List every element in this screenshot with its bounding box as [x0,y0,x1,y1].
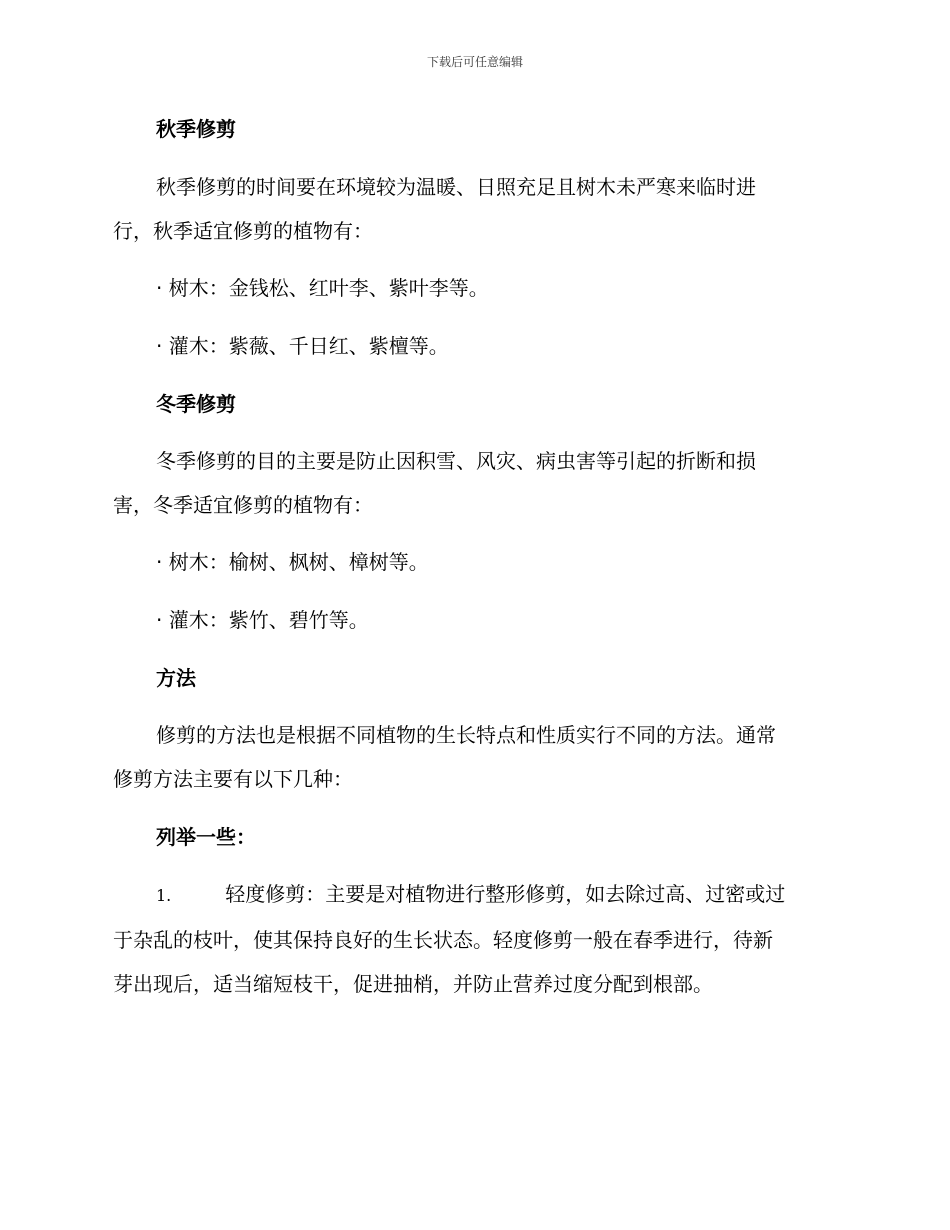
bullet-winter-shrubs: · 灌木：紫竹、碧竹等。 [156,608,369,632]
list-item-1-text: 轻度修剪：主要是对植物进行整形修剪，如去除过高、过密或过 [225,882,786,906]
bullet-autumn-shrubs: · 灌木：紫薇、千日红、紫檀等。 [156,334,449,358]
paragraph-winter-line-2: 害，冬季适宜修剪的植物有： [113,493,373,517]
bullet-winter-trees: · 树木：榆树、枫树、樟树等。 [156,550,429,574]
heading-autumn-pruning: 秋季修剪 [156,117,236,141]
list-item-1-line-1 [156,880,785,910]
list-item-1-line-3: 芽出现后，适当缩短枝干，促进抽梢，并防止营养过度分配到根部。 [113,972,713,996]
paragraph-winter-line-1: 冬季修剪的目的主要是防止因积雪、风灾、病虫害等引起的折断和损 [156,449,756,473]
paragraph-method-line-1: 修剪的方法也是根据不同植物的生长特点和性质实行不同的方法。通常 [156,723,776,747]
paragraph-autumn-line-2: 行，秋季适宜修剪的植物有： [113,219,373,243]
paragraph-autumn-line-1: 秋季修剪的时间要在环境较为温暖、日照充足且树木未严寒来临时进 [156,175,756,199]
list-heading: 列举一些： [156,825,256,849]
paragraph-method-line-2: 修剪方法主要有以下几种： [113,767,353,791]
bullet-autumn-trees: · 树木：金钱松、红叶李、紫叶李等。 [156,276,489,300]
heading-method: 方法 [156,666,196,690]
page-header: 下载后可任意编辑 [426,55,523,69]
heading-winter-pruning: 冬季修剪 [156,392,236,416]
list-item-1-line-2: 于杂乱的枝叶，使其保持良好的生长状态。轻度修剪一般在春季进行，待新 [113,928,773,952]
list-item-1-number: 1. [156,886,172,905]
